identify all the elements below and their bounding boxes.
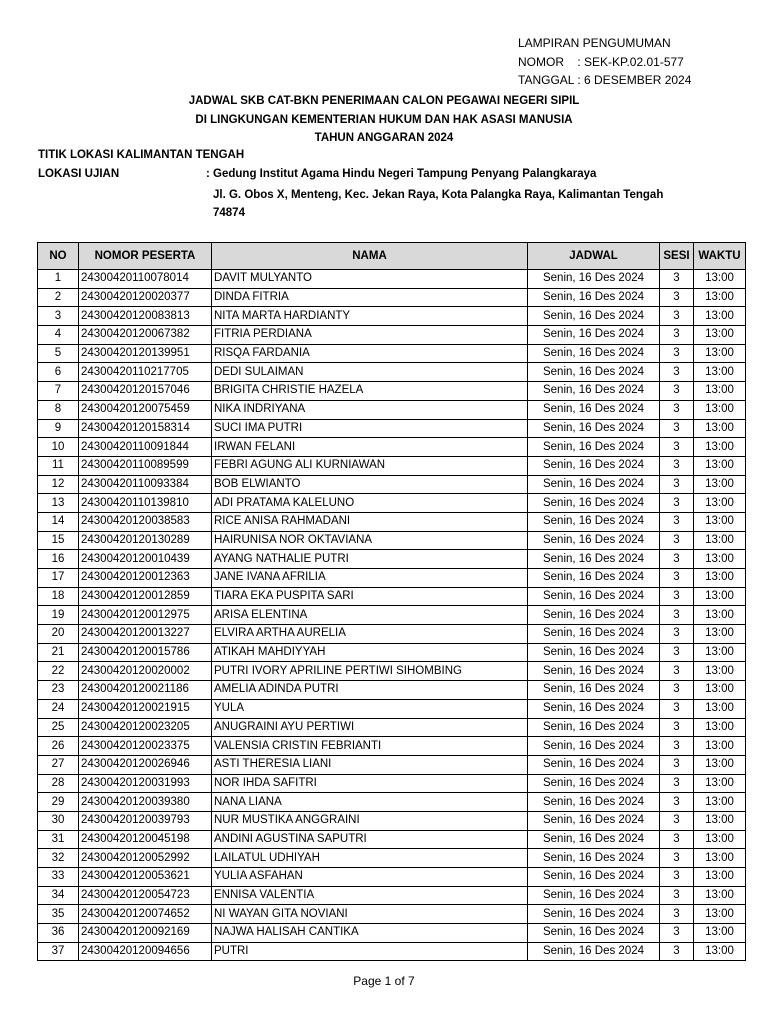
cell-waktu: 13:00 <box>694 382 746 401</box>
table-row <box>38 737 746 756</box>
title-line-2: DI LINGKUNGAN KEMENTERIAN HUKUM DAN HAK ASASI MANUSIA <box>195 113 573 126</box>
column-header-nama: NAMA <box>212 243 528 270</box>
cell-nomor-peserta: 24300420120075459 <box>79 400 212 419</box>
cell-no: 24 <box>38 699 79 718</box>
cell-no: 21 <box>38 643 79 662</box>
cell-waktu: 13:00 <box>694 307 746 326</box>
cell-sesi: 3 <box>660 400 694 419</box>
cell-sesi: 3 <box>660 942 694 961</box>
table-row <box>38 419 746 438</box>
cell-waktu: 13:00 <box>694 793 746 812</box>
cell-nomor-peserta: 24300420120026946 <box>79 755 212 774</box>
table-row <box>38 811 746 830</box>
cell-sesi: 3 <box>660 550 694 569</box>
table-row <box>38 550 746 569</box>
cell-no: 16 <box>38 550 79 569</box>
table-row <box>38 681 746 700</box>
cell-nama: NAJWA HALISAH CANTIKA <box>212 924 528 943</box>
nomor-line: NOMOR : SEK-KP.02.01-577 <box>518 54 684 69</box>
table-header-row <box>38 243 746 270</box>
cell-nama: FEBRI AGUNG ALI KURNIAWAN <box>212 456 528 475</box>
cell-jadwal: Senin, 16 Des 2024 <box>528 344 660 363</box>
cell-nama: RISQA FARDANIA <box>212 344 528 363</box>
cell-jadwal: Senin, 16 Des 2024 <box>528 456 660 475</box>
titik-lokasi: TITIK LOKASI KALIMANTAN TENGAH <box>38 149 245 161</box>
cell-no: 27 <box>38 755 79 774</box>
table-row <box>38 512 746 531</box>
cell-jadwal: Senin, 16 Des 2024 <box>528 681 660 700</box>
table-row <box>38 531 746 550</box>
cell-no: 8 <box>38 400 79 419</box>
cell-nama: BRIGITA CHRISTIE HAZELA <box>212 382 528 401</box>
cell-nomor-peserta: 24300420120020002 <box>79 662 212 681</box>
cell-nama: ELVIRA ARTHA AURELIA <box>212 625 528 644</box>
cell-nomor-peserta: 24300420120020377 <box>79 288 212 307</box>
cell-sesi: 3 <box>660 456 694 475</box>
cell-nama: IRWAN FELANI <box>212 438 528 457</box>
cell-sesi: 3 <box>660 363 694 382</box>
cell-waktu: 13:00 <box>694 625 746 644</box>
cell-nomor-peserta: 24300420120031993 <box>79 774 212 793</box>
document-title <box>0 92 768 148</box>
cell-waktu: 13:00 <box>694 774 746 793</box>
cell-waktu: 13:00 <box>694 681 746 700</box>
cell-nomor-peserta: 24300420120094656 <box>79 942 212 961</box>
cell-nomor-peserta: 24300420110093384 <box>79 475 212 494</box>
cell-nomor-peserta: 24300420120012363 <box>79 569 212 588</box>
cell-waktu: 13:00 <box>694 587 746 606</box>
cell-jadwal: Senin, 16 Des 2024 <box>528 942 660 961</box>
cell-no: 36 <box>38 924 79 943</box>
cell-jadwal: Senin, 16 Des 2024 <box>528 531 660 550</box>
table-row <box>38 344 746 363</box>
cell-waktu: 13:00 <box>694 662 746 681</box>
cell-jadwal: Senin, 16 Des 2024 <box>528 307 660 326</box>
table-row <box>38 662 746 681</box>
cell-nama: PUTRI IVORY APRILINE PERTIWI SIHOMBING <box>212 662 528 681</box>
cell-jadwal: Senin, 16 Des 2024 <box>528 868 660 887</box>
table-row <box>38 326 746 345</box>
cell-jadwal: Senin, 16 Des 2024 <box>528 830 660 849</box>
cell-nomor-peserta: 24300420120158314 <box>79 419 212 438</box>
cell-no: 23 <box>38 681 79 700</box>
cell-nama: ANUGRAINI AYU PERTIWI <box>212 718 528 737</box>
cell-nomor-peserta: 24300420120157046 <box>79 382 212 401</box>
cell-jadwal: Senin, 16 Des 2024 <box>528 550 660 569</box>
cell-waktu: 13:00 <box>694 456 746 475</box>
column-header-jadwal: JADWAL <box>528 243 660 270</box>
cell-no: 33 <box>38 868 79 887</box>
cell-sesi: 3 <box>660 755 694 774</box>
table-row <box>38 456 746 475</box>
cell-jadwal: Senin, 16 Des 2024 <box>528 569 660 588</box>
attachment-header <box>518 34 691 90</box>
cell-nama: AYANG NATHALIE PUTRI <box>212 550 528 569</box>
table-row <box>38 270 746 289</box>
cell-jadwal: Senin, 16 Des 2024 <box>528 625 660 644</box>
table-row <box>38 924 746 943</box>
cell-waktu: 13:00 <box>694 363 746 382</box>
table-row <box>38 830 746 849</box>
cell-jadwal: Senin, 16 Des 2024 <box>528 382 660 401</box>
cell-waktu: 13:00 <box>694 512 746 531</box>
cell-no: 3 <box>38 307 79 326</box>
column-header-waktu: WAKTU <box>694 243 746 270</box>
cell-nama: HAIRUNISA NOR OKTAVIANA <box>212 531 528 550</box>
cell-sesi: 3 <box>660 737 694 756</box>
cell-nama: ENNISA VALENTIA <box>212 886 528 905</box>
cell-sesi: 3 <box>660 868 694 887</box>
column-header-no: NO <box>38 243 79 270</box>
cell-nama: ATIKAH MAHDIYYAH <box>212 643 528 662</box>
cell-waktu: 13:00 <box>694 270 746 289</box>
cell-nama: NANA LIANA <box>212 793 528 812</box>
cell-nama: ASTI THERESIA LIANI <box>212 755 528 774</box>
cell-sesi: 3 <box>660 438 694 457</box>
cell-no: 10 <box>38 438 79 457</box>
page-number: Page 1 of 7 <box>353 974 415 988</box>
participant-table <box>37 242 746 961</box>
cell-nomor-peserta: 24300420120021186 <box>79 681 212 700</box>
table-row <box>38 438 746 457</box>
table-row <box>38 849 746 868</box>
cell-sesi: 3 <box>660 382 694 401</box>
cell-no: 28 <box>38 774 79 793</box>
table-row <box>38 363 746 382</box>
cell-waktu: 13:00 <box>694 550 746 569</box>
cell-sesi: 3 <box>660 924 694 943</box>
cell-sesi: 3 <box>660 905 694 924</box>
cell-nama: DAVIT MULYANTO <box>212 270 528 289</box>
cell-waktu: 13:00 <box>694 830 746 849</box>
cell-nama: JANE IVANA AFRILIA <box>212 569 528 588</box>
table-row <box>38 382 746 401</box>
cell-nomor-peserta: 24300420120010439 <box>79 550 212 569</box>
column-header-sesi: SESI <box>660 243 694 270</box>
cell-nomor-peserta: 24300420120039793 <box>79 811 212 830</box>
table-row <box>38 400 746 419</box>
cell-waktu: 13:00 <box>694 419 746 438</box>
cell-jadwal: Senin, 16 Des 2024 <box>528 737 660 756</box>
cell-sesi: 3 <box>660 718 694 737</box>
table-row <box>38 942 746 961</box>
cell-nama: BOB ELWIANTO <box>212 475 528 494</box>
cell-nomor-peserta: 24300420120023205 <box>79 718 212 737</box>
cell-jadwal: Senin, 16 Des 2024 <box>528 326 660 345</box>
cell-nomor-peserta: 24300420110217705 <box>79 363 212 382</box>
cell-waktu: 13:00 <box>694 400 746 419</box>
cell-no: 13 <box>38 494 79 513</box>
cell-sesi: 3 <box>660 793 694 812</box>
cell-no: 5 <box>38 344 79 363</box>
cell-sesi: 3 <box>660 699 694 718</box>
cell-nama: AMELIA ADINDA PUTRI <box>212 681 528 700</box>
cell-waktu: 13:00 <box>694 494 746 513</box>
table-row <box>38 643 746 662</box>
cell-nomor-peserta: 24300420110078014 <box>79 270 212 289</box>
cell-waktu: 13:00 <box>694 718 746 737</box>
cell-no: 18 <box>38 587 79 606</box>
cell-sesi: 3 <box>660 531 694 550</box>
cell-sesi: 3 <box>660 606 694 625</box>
cell-nama: DEDI SULAIMAN <box>212 363 528 382</box>
cell-no: 12 <box>38 475 79 494</box>
lampiran-label: LAMPIRAN PENGUMUMAN <box>518 36 671 50</box>
cell-nomor-peserta: 24300420120021915 <box>79 699 212 718</box>
cell-nama: TIARA EKA PUSPITA SARI <box>212 587 528 606</box>
cell-nomor-peserta: 24300420120012975 <box>79 606 212 625</box>
cell-nama: YULA <box>212 699 528 718</box>
cell-jadwal: Senin, 16 Des 2024 <box>528 363 660 382</box>
cell-jadwal: Senin, 16 Des 2024 <box>528 587 660 606</box>
cell-nama: RICE ANISA RAHMADANI <box>212 512 528 531</box>
lokasi-ujian-value: : Gedung Institut Agama Hindu Negeri Tampung Penyang Palangkaraya <box>206 167 597 180</box>
table-row <box>38 699 746 718</box>
table-row <box>38 307 746 326</box>
cell-sesi: 3 <box>660 811 694 830</box>
cell-nomor-peserta: 24300420120054723 <box>79 886 212 905</box>
table-row <box>38 755 746 774</box>
cell-jadwal: Senin, 16 Des 2024 <box>528 288 660 307</box>
cell-nama: LAILATUL UDHIYAH <box>212 849 528 868</box>
cell-no: 34 <box>38 886 79 905</box>
cell-no: 22 <box>38 662 79 681</box>
cell-waktu: 13:00 <box>694 699 746 718</box>
cell-waktu: 13:00 <box>694 531 746 550</box>
cell-sesi: 3 <box>660 494 694 513</box>
cell-jadwal: Senin, 16 Des 2024 <box>528 755 660 774</box>
cell-sesi: 3 <box>660 681 694 700</box>
cell-nomor-peserta: 24300420120092169 <box>79 924 212 943</box>
cell-sesi: 3 <box>660 830 694 849</box>
cell-nama: DINDA FITRIA <box>212 288 528 307</box>
cell-nomor-peserta: 24300420120052992 <box>79 849 212 868</box>
cell-no: 20 <box>38 625 79 644</box>
cell-waktu: 13:00 <box>694 942 746 961</box>
cell-jadwal: Senin, 16 Des 2024 <box>528 475 660 494</box>
cell-sesi: 3 <box>660 625 694 644</box>
cell-waktu: 13:00 <box>694 849 746 868</box>
cell-nama: PUTRI <box>212 942 528 961</box>
table-row <box>38 475 746 494</box>
cell-jadwal: Senin, 16 Des 2024 <box>528 849 660 868</box>
cell-sesi: 3 <box>660 270 694 289</box>
cell-nama: NUR MUSTIKA ANGGRAINI <box>212 811 528 830</box>
column-header-nomor-peserta: NOMOR PESERTA <box>79 243 212 270</box>
cell-sesi: 3 <box>660 886 694 905</box>
cell-no: 1 <box>38 270 79 289</box>
cell-waktu: 13:00 <box>694 886 746 905</box>
cell-no: 32 <box>38 849 79 868</box>
cell-no: 35 <box>38 905 79 924</box>
table-row <box>38 774 746 793</box>
cell-nama: NOR IHDA SAFITRI <box>212 774 528 793</box>
tanggal-line: TANGGAL : 6 DESEMBER 2024 <box>518 73 692 87</box>
cell-waktu: 13:00 <box>694 924 746 943</box>
cell-sesi: 3 <box>660 569 694 588</box>
table-row <box>38 569 746 588</box>
cell-nomor-peserta: 24300420120013227 <box>79 625 212 644</box>
cell-waktu: 13:00 <box>694 326 746 345</box>
cell-nama: ANDINI AGUSTINA SAPUTRI <box>212 830 528 849</box>
cell-no: 4 <box>38 326 79 345</box>
cell-no: 11 <box>38 456 79 475</box>
cell-jadwal: Senin, 16 Des 2024 <box>528 494 660 513</box>
cell-nomor-peserta: 24300420120045198 <box>79 830 212 849</box>
table-row <box>38 886 746 905</box>
cell-nama: ADI PRATAMA KALELUNO <box>212 494 528 513</box>
lokasi-ujian-label: LOKASI UJIAN <box>38 167 120 180</box>
cell-nomor-peserta: 24300420110139810 <box>79 494 212 513</box>
cell-jadwal: Senin, 16 Des 2024 <box>528 606 660 625</box>
cell-nama: ARISA ELENTINA <box>212 606 528 625</box>
cell-jadwal: Senin, 16 Des 2024 <box>528 662 660 681</box>
cell-no: 7 <box>38 382 79 401</box>
cell-sesi: 3 <box>660 643 694 662</box>
cell-waktu: 13:00 <box>694 606 746 625</box>
cell-no: 15 <box>38 531 79 550</box>
cell-nomor-peserta: 24300420120023375 <box>79 737 212 756</box>
title-line-3: TAHUN ANGGARAN 2024 <box>314 132 454 144</box>
cell-jadwal: Senin, 16 Des 2024 <box>528 718 660 737</box>
cell-nomor-peserta: 24300420120053621 <box>79 868 212 887</box>
table-row <box>38 288 746 307</box>
cell-nama: NITA MARTA HARDIANTY <box>212 307 528 326</box>
cell-nomor-peserta: 24300420120067382 <box>79 326 212 345</box>
cell-no: 29 <box>38 793 79 812</box>
title-line-1: JADWAL SKB CAT-BKN PENERIMAAN CALON PEGAWAI NEGERI SIPIL <box>188 95 580 107</box>
cell-no: 25 <box>38 718 79 737</box>
cell-sesi: 3 <box>660 344 694 363</box>
cell-jadwal: Senin, 16 Des 2024 <box>528 924 660 943</box>
cell-waktu: 13:00 <box>694 288 746 307</box>
cell-waktu: 13:00 <box>694 905 746 924</box>
cell-nomor-peserta: 24300420110091844 <box>79 438 212 457</box>
table-row <box>38 793 746 812</box>
cell-sesi: 3 <box>660 326 694 345</box>
cell-waktu: 13:00 <box>694 438 746 457</box>
cell-sesi: 3 <box>660 662 694 681</box>
cell-sesi: 3 <box>660 419 694 438</box>
cell-jadwal: Senin, 16 Des 2024 <box>528 774 660 793</box>
cell-no: 30 <box>38 811 79 830</box>
table-row <box>38 625 746 644</box>
cell-no: 9 <box>38 419 79 438</box>
cell-waktu: 13:00 <box>694 475 746 494</box>
cell-no: 19 <box>38 606 79 625</box>
cell-sesi: 3 <box>660 307 694 326</box>
cell-no: 37 <box>38 942 79 961</box>
table-row <box>38 494 746 513</box>
cell-no: 17 <box>38 569 79 588</box>
table-row <box>38 868 746 887</box>
cell-jadwal: Senin, 16 Des 2024 <box>528 793 660 812</box>
cell-nomor-peserta: 24300420120139951 <box>79 344 212 363</box>
cell-nomor-peserta: 24300420120130289 <box>79 531 212 550</box>
cell-jadwal: Senin, 16 Des 2024 <box>528 512 660 531</box>
cell-nama: FITRIA PERDIANA <box>212 326 528 345</box>
cell-nama: NIKA INDRIYANA <box>212 400 528 419</box>
cell-no: 26 <box>38 737 79 756</box>
cell-no: 2 <box>38 288 79 307</box>
cell-nama: NI WAYAN GITA NOVIANI <box>212 905 528 924</box>
cell-sesi: 3 <box>660 587 694 606</box>
location-info <box>38 146 738 183</box>
cell-no: 6 <box>38 363 79 382</box>
cell-jadwal: Senin, 16 Des 2024 <box>528 419 660 438</box>
cell-waktu: 13:00 <box>694 755 746 774</box>
cell-jadwal: Senin, 16 Des 2024 <box>528 699 660 718</box>
cell-jadwal: Senin, 16 Des 2024 <box>528 905 660 924</box>
cell-nomor-peserta: 24300420120015786 <box>79 643 212 662</box>
table-body <box>38 270 746 961</box>
cell-sesi: 3 <box>660 288 694 307</box>
cell-waktu: 13:00 <box>694 811 746 830</box>
cell-waktu: 13:00 <box>694 569 746 588</box>
location-address: Jl. G. Obos X, Menteng, Kec. Jekan Raya, Kota Palangka Raya, Kalimantan Tengah 74874 <box>213 189 664 219</box>
cell-nomor-peserta: 24300420120038583 <box>79 512 212 531</box>
cell-no: 31 <box>38 830 79 849</box>
cell-nomor-peserta: 24300420120083813 <box>79 307 212 326</box>
table-row <box>38 905 746 924</box>
cell-sesi: 3 <box>660 475 694 494</box>
cell-jadwal: Senin, 16 Des 2024 <box>528 643 660 662</box>
cell-jadwal: Senin, 16 Des 2024 <box>528 811 660 830</box>
cell-no: 14 <box>38 512 79 531</box>
cell-nomor-peserta: 24300420120039380 <box>79 793 212 812</box>
cell-jadwal: Senin, 16 Des 2024 <box>528 886 660 905</box>
cell-waktu: 13:00 <box>694 737 746 756</box>
cell-jadwal: Senin, 16 Des 2024 <box>528 270 660 289</box>
cell-nomor-peserta: 24300420110089599 <box>79 456 212 475</box>
cell-sesi: 3 <box>660 774 694 793</box>
cell-nama: YULIA ASFAHAN <box>212 868 528 887</box>
cell-nama: SUCI IMA PUTRI <box>212 419 528 438</box>
cell-nama: VALENSIA CRISTIN FEBRIANTI <box>212 737 528 756</box>
cell-jadwal: Senin, 16 Des 2024 <box>528 438 660 457</box>
cell-nomor-peserta: 24300420120012859 <box>79 587 212 606</box>
cell-jadwal: Senin, 16 Des 2024 <box>528 400 660 419</box>
cell-sesi: 3 <box>660 849 694 868</box>
cell-sesi: 3 <box>660 512 694 531</box>
table-row <box>38 606 746 625</box>
cell-nomor-peserta: 24300420120074652 <box>79 905 212 924</box>
cell-waktu: 13:00 <box>694 344 746 363</box>
cell-waktu: 13:00 <box>694 868 746 887</box>
table-row <box>38 587 746 606</box>
cell-waktu: 13:00 <box>694 643 746 662</box>
table-row <box>38 718 746 737</box>
